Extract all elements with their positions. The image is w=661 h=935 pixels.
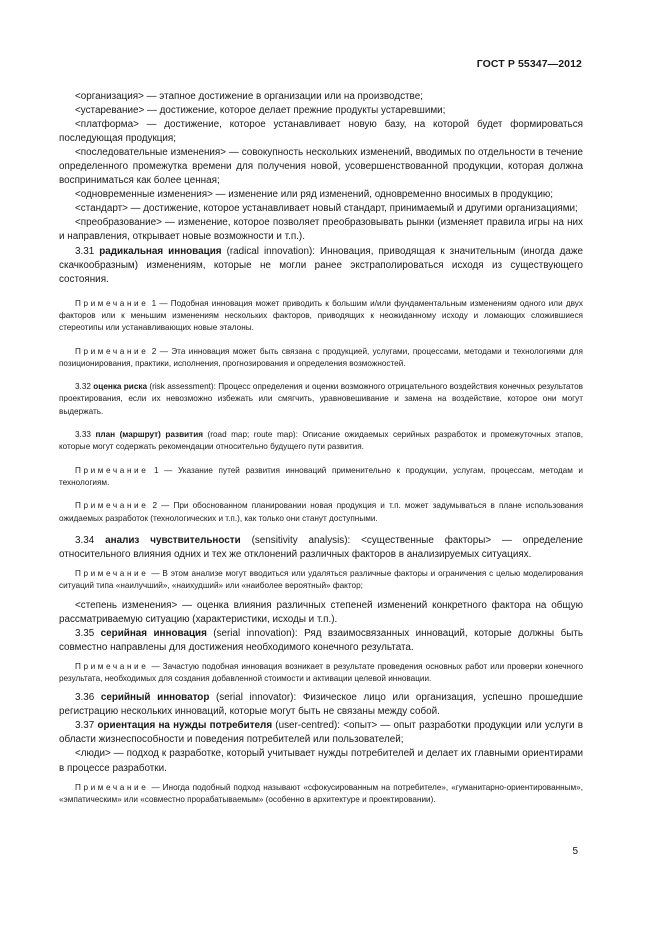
term-number: 3.31 — [75, 245, 95, 257]
note-label: Примечание — [75, 465, 149, 475]
paragraph: <степень изменения> — оценка влияния различных степеней изменений конкретного фактора на общую рассматриваемую ситуацию (характеристики, исходы и т.п.). — [59, 599, 583, 625]
paragraph: <люди> — подход к разработке, который учитывает нужды потребителей и делает их главными ориентирами в процессе разработки. — [59, 748, 583, 774]
term-number: 3.35 — [75, 627, 95, 639]
term-number: 3.33 — [75, 430, 91, 440]
term-definition: 3.36 серийный инноватор (serial innovator): Физическое лицо или организация, успешно прошедшие регистрацию нескольких инноваций, которые могут быть не связаны между собой. — [59, 692, 583, 718]
note: Примечание 2 — При обоснованном планировании новая продукция и т.п. может задумываться в плане использования ожидаемых разработок (технологических и т.п.), как только они станут доступными. — [59, 501, 584, 523]
term-definition: 3.37 ориентация на нужды потребителя (user-centred): <опыт> — опыт разработки продукции или услуги в области жизнеспособности и поведения потребителей или пользователей; — [59, 720, 584, 746]
note: Примечание 1 — Указание путей развития инноваций применительно к продукции, услугам, процессам, методам и технологиям. — [59, 465, 583, 487]
term-definition: 3.35 серийная инновация (serial innovation): Ряд взаимосвязанных инноваций, которые должны быть совместно направлены для достижения необходимого конечного результата. — [59, 627, 583, 653]
term-name: ориентация на нужды потребителя — [97, 720, 273, 732]
page-number: 5 — [572, 846, 578, 857]
term-name: оценка риска — [93, 382, 148, 392]
term-number: 3.32 — [75, 382, 91, 392]
term-definition: 3.32 оценка риска (risk assessment): Процесс определения и оценки возможного отрицательного воздействия конечных результатов проектирования, если их невозможно избежать или смягчить, уравновешивание и замена на воздействие, которое они могут выдержать. — [59, 382, 583, 416]
term-number: 3.37 — [75, 720, 95, 732]
paragraph: <организация> — этапное достижение в организации или на производстве; — [75, 91, 423, 102]
term-number: 3.34 — [75, 534, 95, 546]
note: Примечание — В этом анализе могут вводиться или удаляться различные факторы и ограничения с целью моделирования ситуаций типа «наилучший», «наихудший» или «наиболее вероятный» фактор; — [59, 568, 583, 591]
term-name: план (маршрут) развития — [95, 430, 204, 440]
term-name: серийная инновация — [100, 627, 207, 639]
term-definition: 3.31 радикальная инновация (radical innovation): Инновация, приводящая к значительным (иногда даже скачкообразным) изменениям, которые не могли ранее экстраполироваться исходя из существующего состояния. — [59, 245, 583, 285]
note: Примечание 2 — Эта инновация может быть связана с продукцией, услугами, процессами, методами и технологиями для позиционирования, практики, исполнения, прогнозирования и определения возможностей. — [59, 346, 583, 368]
note-label: Примечание — [75, 501, 149, 511]
paragraph: <последовательные изменения> — совокупность нескольких изменений, вводимых по отдельности в течение определенного промежутка времени для получения новой, усовершенствованной продукции, которая должна восприниматься как более ценная; — [59, 147, 583, 187]
term-name: серийный инноватор — [100, 692, 210, 704]
paragraph: <платформа> — достижение, которое устанавливает новую базу, на которой будет формироваться последующая продукция; — [59, 119, 583, 145]
note-label: Примечание — [75, 782, 149, 792]
note-label: Примечание — [75, 298, 149, 308]
paragraph: <устаревание> — достижение, которое делает прежние продукты устаревшими; — [75, 105, 446, 117]
note: Примечание — Зачастую подобная инновация возникает в результате проведения основных работ или проверки конечного результата, необходимых для создания добавленной стоимости и активации целевой инновации. — [59, 661, 583, 683]
term-name: радикальная инновация — [99, 245, 222, 257]
note-label: Примечание — [75, 568, 149, 578]
term-definition: 3.34 анализ чувствительности (sensitivity analysis): <существенные факторы> — определение относительного влияния одних и тех же отклонений различных факторов в анализируемых ситуациях. — [59, 534, 583, 560]
note-label: Примечание — [75, 346, 149, 356]
paragraph: <одновременные изменения> — изменение или ряд изменений, одновременно вносимых в продукцию; — [75, 189, 554, 201]
term-number: 3.36 — [75, 692, 95, 704]
term-definition: 3.33 план (маршрут) развития (road map; route map): Описание ожидаемых серийных разработок и промежуточных этапов, которые могут содержать рекомендации относительно будущего пути развития. — [59, 430, 584, 452]
term-name: анализ чувствительности — [105, 534, 241, 546]
note: Примечание — Иногда подобный подход называют «сфокусированным на потребителе», «гуманитарно-ориентированным», «эмпатическим» или «совместно прорабатываемым» (особенно в архитектуре и проектировании). — [59, 782, 584, 804]
note: Примечание 1 — Подобная инновация может приводить к большим и/или фундаментальным изменениям одного или двух факторов или к меньшим изменениям нескольких факторов, приводящих к неожиданному исходу и ломающих сложившиеся стереотипы или устанавливающих новые эталоны. — [59, 298, 583, 333]
paragraph: <преобразование> — изменение, которое позволяет преобразовывать рынки (изменяет правила игры на них и направления, открывает новые возможности и т.п.). — [59, 217, 583, 243]
paragraph: <стандарт> — достижение, которое устанавливает новый стандарт, принимаемый и другими организациями; — [75, 203, 578, 215]
document-body — [59, 90, 583, 806]
standard-designation: ГОСТ Р 55347—2012 — [476, 58, 582, 70]
note-label: Примечание — [75, 661, 149, 671]
